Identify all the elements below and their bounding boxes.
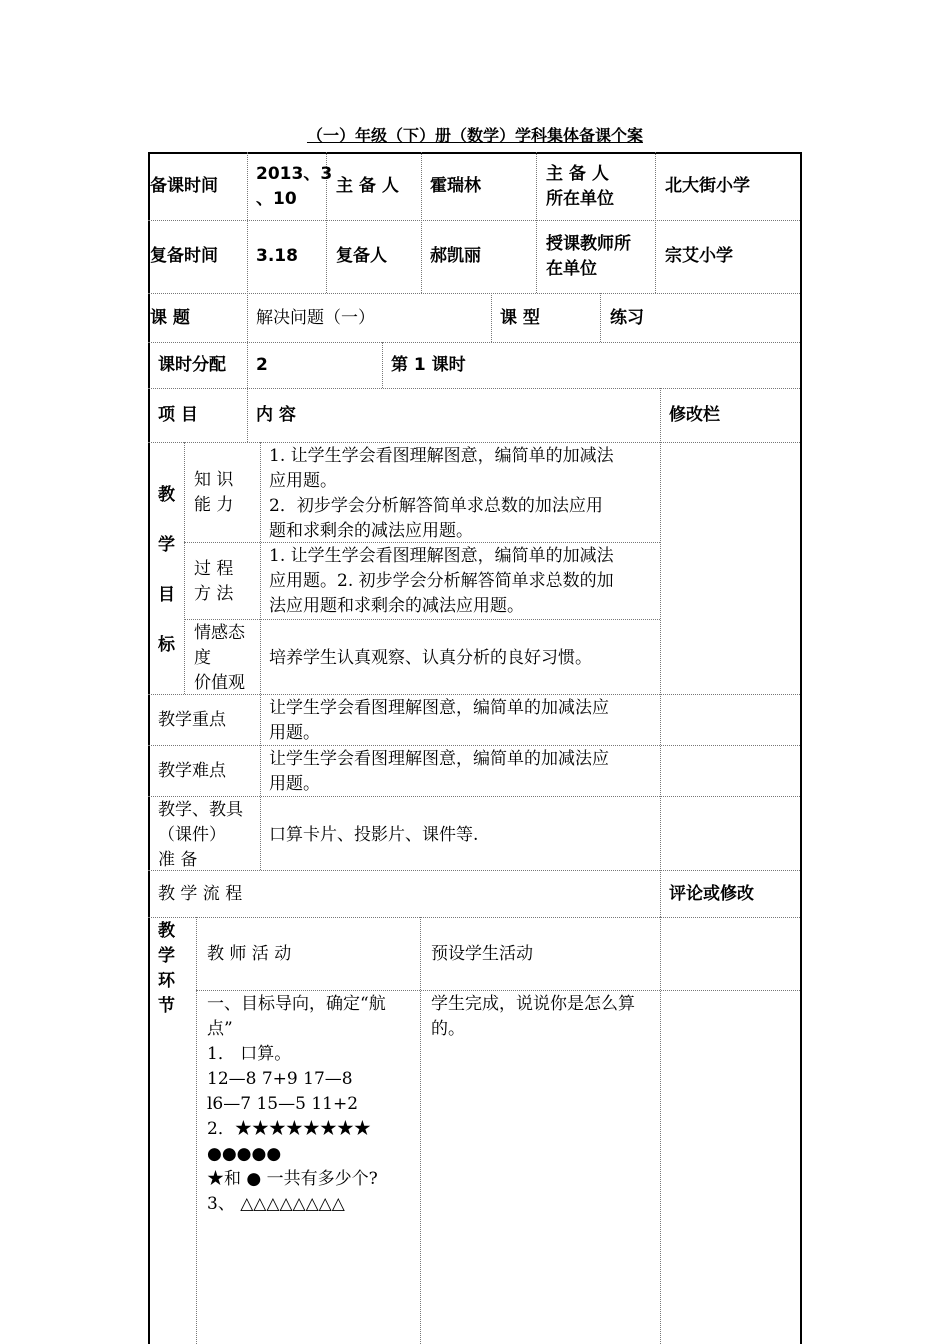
teacher-line-4: 12—8 7+9 17—8: [207, 1069, 353, 1089]
knowledge-text-3: 2．初步学会分析解答简单求总数的加法应用: [269, 496, 603, 516]
hours: 2: [256, 355, 268, 375]
label-teaching-flow: 教 学 流 程: [158, 884, 243, 904]
label-item: 项 目: [158, 405, 198, 425]
teacher-activity-header: 教 师 活 动: [207, 944, 292, 964]
student-line-2: 的。: [431, 1019, 465, 1039]
emotion-label-3: 价值观: [194, 673, 245, 693]
label-main-unit-line2: 所在单位: [546, 189, 614, 209]
knowledge-text-1: 1. 让学生学会看图理解图意，编简单的加减法: [269, 446, 614, 466]
key-point-text-1: 让学生学会看图理解图意，编简单的加减法应: [269, 698, 609, 718]
prep-label-2: （课件）: [158, 825, 226, 845]
label-teacher-unit-line2: 在单位: [546, 259, 597, 279]
label-teacher-unit-line1: 授课教师所: [546, 234, 631, 254]
prep-label-3: 准 备: [158, 850, 198, 870]
stage-side-2: 学: [158, 946, 175, 966]
goals-side-4: 标: [158, 635, 175, 655]
process-text-1: 1. 让学生学会看图理解图意，编简单的加减法: [269, 546, 614, 566]
prep-time-line1: 2013、3: [256, 164, 333, 184]
prep-text: 口算卡片、投影片、课件等.: [269, 825, 479, 845]
review-time: 3.18: [256, 246, 298, 266]
knowledge-text-4: 题和求剩余的减法应用题。: [269, 521, 473, 541]
label-review-time: 复备时间: [150, 246, 218, 266]
teacher-line-1: 一、目标导向，确定“航: [207, 994, 386, 1014]
knowledge-label-1: 知 识: [194, 470, 234, 490]
label-reviewer: 复备人: [336, 246, 387, 266]
label-main-unit-line1: 主 备 人: [546, 164, 609, 184]
knowledge-text-2: 应用题。: [269, 471, 337, 491]
teacher-line-8: ★和 ● 一共有多少个?: [207, 1169, 378, 1189]
label-hours: 课时分配: [158, 355, 226, 375]
label-revise: 修改栏: [669, 405, 720, 425]
topic: 解决问题（一）: [256, 308, 375, 328]
teacher-line-5: l6—7 15—5 11+2: [207, 1094, 359, 1114]
main-unit-name: 北大街小学: [665, 176, 750, 196]
stage-side-1: 教: [158, 921, 175, 941]
process-text-2: 应用题。2. 初步学会分析解答简单求总数的加: [269, 571, 614, 591]
main-preparer-name: 霍瑞林: [430, 176, 481, 196]
label-prep-time: 备课时间: [150, 176, 218, 196]
goals-side-2: 学: [158, 535, 175, 555]
process-text-3: 法应用题和求剩余的减法应用题。: [269, 596, 524, 616]
label-difficulty: 教学难点: [158, 761, 226, 781]
difficulty-text-2: 用题。: [269, 774, 320, 794]
label-topic: 课 题: [150, 308, 190, 328]
prep-label-1: 教学、教具: [158, 800, 243, 820]
reviewer-name: 郝凯丽: [430, 246, 481, 266]
teacher-unit-name: 宗艾小学: [665, 246, 733, 266]
difficulty-text-1: 让学生学会看图理解图意，编简单的加减法应: [269, 749, 609, 769]
period: 第 1 课时: [391, 355, 466, 375]
label-content: 内 容: [256, 405, 296, 425]
goals-side-3: 目: [158, 585, 175, 605]
label-lesson-type: 课 型: [500, 308, 540, 328]
emotion-label-1: 情感态: [194, 623, 245, 643]
student-activity-header: 预设学生活动: [431, 944, 533, 964]
teacher-line-6: 2．★★★★★★★★: [207, 1119, 371, 1139]
teacher-line-2: 点”: [207, 1019, 233, 1039]
student-line-1: 学生完成，说说你是怎么算: [431, 994, 635, 1014]
prep-time-line2: 、10: [256, 189, 297, 209]
label-main-preparer: 主 备 人: [336, 176, 399, 196]
lesson-plan-table: [148, 152, 802, 1344]
process-label-2: 方 法: [194, 584, 234, 604]
document-title: （一）年级（下）册（数学）学科集体备课个案: [306, 126, 643, 145]
teacher-line-9: 3、 △△△△△△△△: [207, 1194, 345, 1214]
label-key-point: 教学重点: [158, 710, 226, 730]
key-point-text-2: 用题。: [269, 723, 320, 743]
emotion-text: 培养学生认真观察、认真分析的良好习惯。: [269, 648, 592, 668]
process-label-1: 过 程: [194, 559, 234, 579]
teacher-line-3: 1． 口算。: [207, 1044, 292, 1064]
teacher-line-7: ●●●●●: [207, 1144, 282, 1164]
lesson-type: 练习: [610, 308, 644, 328]
stage-side-3: 环: [158, 971, 175, 991]
goals-side-1: 教: [158, 485, 175, 505]
emotion-label-2: 度: [194, 648, 211, 668]
stage-side-4: 节: [158, 996, 175, 1016]
label-comment: 评论或修改: [669, 884, 754, 904]
knowledge-label-2: 能 力: [194, 495, 234, 515]
